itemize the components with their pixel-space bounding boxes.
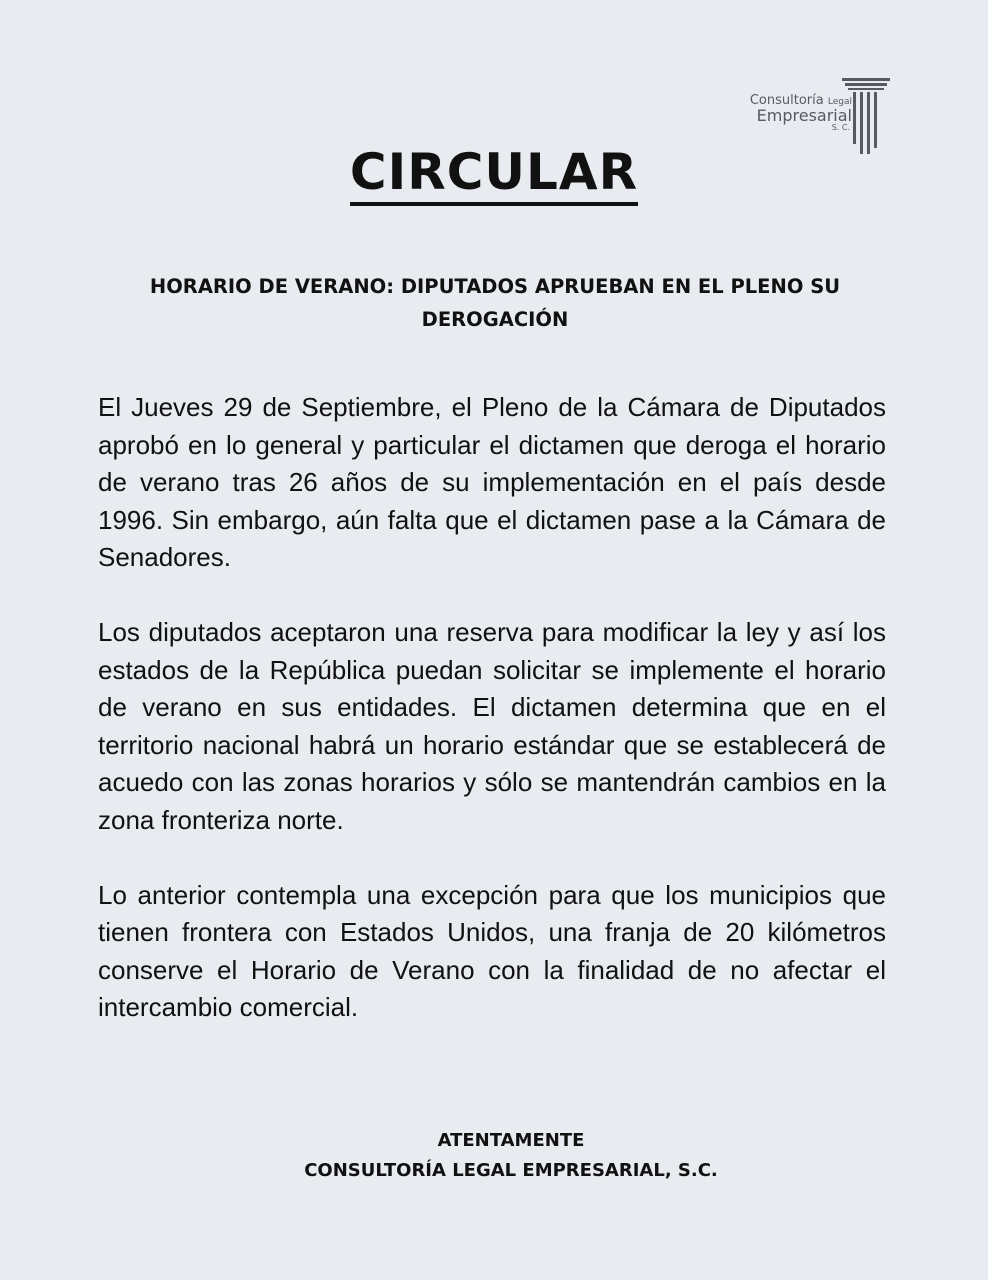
logo-text <box>750 94 852 133</box>
logo-line3: S. C. <box>831 123 850 133</box>
paragraph-2: Los diputados aceptaron una reserva para modificar la ley y así los estados de la República puedan solicitar se implemente el horario de verano en sus entidades. El dictamen determina que en el territorio nacional habrá un horario estándar que se establecerá de acuedo con las zonas horarios y sólo se mantendrán cambios en la zona fronteriza norte. <box>98 617 886 835</box>
signature-closing: ATENTAMENTE <box>437 1130 585 1151</box>
paragraph-3: Lo anterior contempla una excepción para que los municipios que tienen frontera con Estados Unidos, una franja de 20 kilómetros conserve el Horario de Verano con la finalidad de no afectar el intercambio comercial. <box>98 879 886 1022</box>
logo-line1-small: Legal <box>827 97 852 107</box>
subtitle: HORARIO DE VERANO: DIPUTADOS APRUEBAN EN EL PLENO SU DEROGACIÓN <box>149 275 841 331</box>
signature-company: CONSULTORÍA LEGAL EMPRESARIAL, S.C. <box>304 1160 718 1181</box>
body-text <box>98 389 886 1064</box>
logo-line1-main: Consultoría <box>749 93 824 108</box>
page-title <box>0 142 988 206</box>
logo-line2: Empresarial <box>756 105 852 125</box>
page-title-text: CIRCULAR <box>350 142 638 206</box>
signature-block <box>0 1126 988 1186</box>
paragraph-1: El Jueves 29 de Septiembre, el Pleno de la Cámara de Diputados aprobó en lo general y particular el dictamen que deroga el horario de verano tras 26 años de su implementación en el país desde 1996. Sin embargo, aún falta que el dictamen pase a la Cámara de Senadores. <box>98 392 886 572</box>
